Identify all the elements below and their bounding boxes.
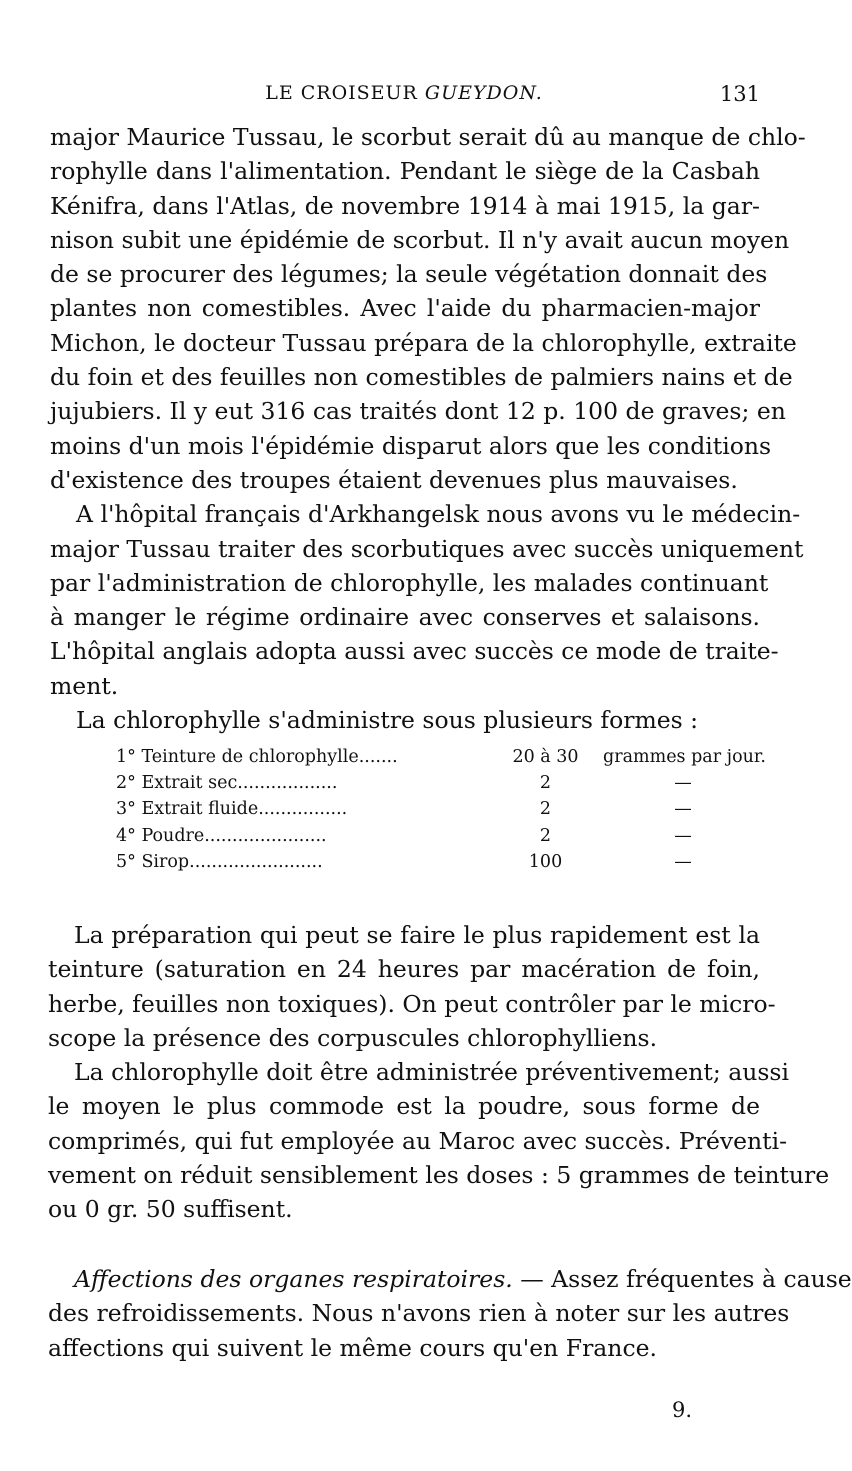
running-head bbox=[48, 82, 760, 112]
dosage-form: 2° Extrait sec.................. bbox=[116, 773, 338, 794]
paragraph-prevention bbox=[48, 1055, 830, 1226]
dosage-unit: — bbox=[674, 825, 692, 846]
table-row bbox=[116, 796, 766, 822]
text-line: L'hôpital anglais adopta aussi avec succès ce mode de traite- bbox=[50, 637, 779, 666]
dosage-unit: — bbox=[674, 799, 692, 820]
text-line: Kénifra, dans l'Atlas, de novembre 1914 à mai 1915, la gar- bbox=[50, 191, 760, 220]
dosage-quantity: 20 à 30 bbox=[512, 747, 579, 767]
dosage-quantity: 2 bbox=[539, 773, 552, 794]
text-line: à manger le régime ordinaire avec conserves et salaisons. bbox=[50, 603, 760, 632]
text-line: le moyen le plus commode est la poudre, sous forme de bbox=[48, 1092, 760, 1121]
paragraph-scurvy-casbah bbox=[50, 120, 806, 497]
dosage-form: 1° Teinture de chlorophylle....... bbox=[116, 747, 398, 767]
text-line: Michon, le docteur Tussau prépara de la chlorophylle, extraite bbox=[50, 328, 797, 357]
text-line: ment. bbox=[50, 671, 119, 700]
running-title-text: LE CROISEUR bbox=[265, 82, 418, 104]
text-line: d'existence des troupes étaient devenues plus mauvaises. bbox=[50, 465, 738, 494]
section-heading-rest: — Assez fréquentes à cause bbox=[512, 1265, 852, 1293]
text-line: ou 0 gr. 50 suffisent. bbox=[48, 1195, 293, 1224]
body-text-lower bbox=[48, 918, 830, 1227]
paragraph-arkhangelsk bbox=[50, 497, 804, 703]
text-line: des refroidissements. Nous n'avons rien à noter sur les autres bbox=[48, 1299, 790, 1328]
body-text bbox=[50, 120, 806, 737]
text-line: A l'hôpital français d'Arkhangelsk nous avons vu le médecin- bbox=[76, 500, 801, 529]
table-row bbox=[116, 823, 766, 849]
text-line: herbe, feuilles non toxiques). On peut contrôler par le micro- bbox=[48, 989, 776, 1018]
dosage-form: 3° Extrait fluide................ bbox=[116, 799, 348, 820]
paragraph-forms-intro bbox=[50, 703, 760, 737]
dosage-quantity: 2 bbox=[539, 825, 552, 846]
dosage-table bbox=[116, 744, 766, 875]
text-line: plantes non comestibles. Avec l'aide du pharmacien-major bbox=[50, 294, 760, 323]
text-line: teinture (saturation en 24 heures par macération de foin, bbox=[48, 955, 760, 984]
table-row bbox=[116, 744, 766, 770]
text-line: major Tussau traiter des scorbutiques avec succès uniquement bbox=[50, 534, 804, 563]
text-line: jujubiers. Il y eut 316 cas traités dont 12 p. 100 de graves; en bbox=[50, 397, 786, 426]
running-title-italic: GUEYDON. bbox=[424, 82, 543, 104]
dosage-unit: — bbox=[674, 773, 692, 794]
dosage-unit: grammes par jour. bbox=[603, 747, 766, 767]
text-line: du foin et des feuilles non comestibles de palmiers nains et de bbox=[50, 363, 793, 392]
text-line: par l'administration de chlorophylle, les malades continuant bbox=[50, 568, 769, 597]
signature-mark: 9. bbox=[672, 1398, 693, 1422]
page-number: 131 bbox=[719, 82, 760, 106]
text-line: moins d'un mois l'épidémie disparut alors que les conditions bbox=[50, 431, 772, 460]
text-line bbox=[48, 1262, 852, 1296]
table-row bbox=[116, 849, 766, 875]
text-line: major Maurice Tussau, le scorbut serait dû au manque de chlo- bbox=[50, 123, 806, 151]
dosage-quantity: 2 bbox=[539, 799, 552, 820]
table-row bbox=[116, 770, 766, 796]
dosage-unit: — bbox=[674, 851, 692, 872]
dosage-quantity: 100 bbox=[528, 851, 563, 872]
text-line: rophylle dans l'alimentation. Pendant le siège de la Casbah bbox=[50, 157, 760, 186]
paragraph-respiratory-affections bbox=[48, 1262, 852, 1365]
running-title bbox=[48, 82, 760, 104]
text-line: affections qui suivent le même cours qu'en France. bbox=[48, 1333, 657, 1362]
paragraph-preparation bbox=[48, 918, 776, 1055]
text-line: La chlorophylle doit être administrée préventivement; aussi bbox=[74, 1058, 789, 1087]
dosage-form: 4° Poudre...................... bbox=[116, 825, 327, 846]
text-line: vement on réduit sensiblement les doses : 5 grammes de teinture bbox=[48, 1161, 830, 1190]
text-line: La préparation qui peut se faire le plus rapidement est la bbox=[74, 921, 760, 949]
text-line: nison subit une épidémie de scorbut. Il n'y avait aucun moyen bbox=[50, 225, 790, 254]
text-line: de se procurer des légumes; la seule végétation donnait des bbox=[50, 260, 768, 289]
dosage-form: 5° Sirop........................ bbox=[116, 851, 323, 872]
text-line: scope la présence des corpuscules chlorophylliens. bbox=[48, 1023, 658, 1052]
text-line: comprimés, qui fut employée au Maroc avec succès. Préventi- bbox=[48, 1126, 788, 1155]
text-line: La chlorophylle s'administre sous plusieurs formes : bbox=[76, 706, 699, 735]
section-heading: Affections des organes respiratoires. bbox=[74, 1265, 513, 1293]
